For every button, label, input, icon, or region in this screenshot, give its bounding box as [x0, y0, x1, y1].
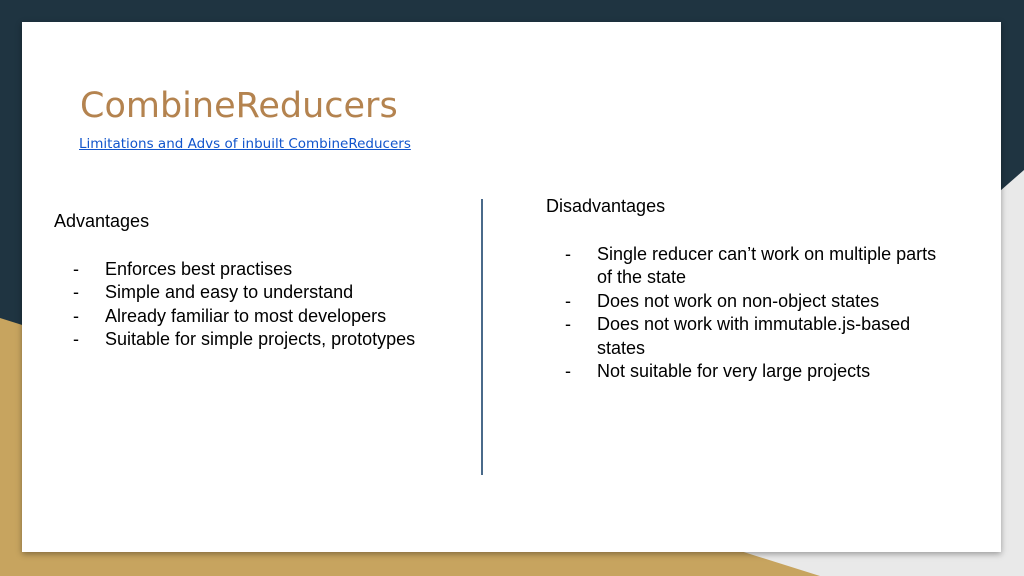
bullet-dash: - [73, 282, 79, 302]
list-item-text: Enforces best practises [105, 258, 293, 279]
bullet-dash: - [565, 314, 571, 334]
list-item [546, 360, 956, 384]
list-item-text: Not suitable for very large projects [597, 361, 871, 381]
bullet-dash: - [565, 290, 571, 311]
list-item [546, 243, 956, 290]
disadvantages-section [546, 195, 956, 384]
advantages-list [54, 258, 474, 352]
list-item [546, 313, 956, 360]
list-item [54, 305, 474, 329]
advantages-section [54, 210, 474, 352]
column-divider [481, 199, 483, 475]
bullet-dash: - [73, 329, 79, 349]
bullet-dash: - [565, 361, 571, 381]
list-item-text: Does not work with immutable.js-based states [597, 314, 911, 358]
disadvantages-heading: Disadvantages [546, 196, 666, 216]
list-item [54, 281, 474, 305]
subtitle-link[interactable]: Limitations and Advs of inbuilt CombineReducers [79, 136, 411, 152]
list-item-text: Suitable for simple projects, prototypes [105, 329, 416, 349]
list-item [54, 328, 474, 352]
bullet-dash: - [73, 258, 79, 279]
list-item [54, 258, 474, 282]
disadvantages-list [546, 243, 956, 384]
bullet-dash: - [565, 243, 571, 264]
list-item-text: Single reducer can’t work on multiple parts of the state [597, 243, 937, 287]
bullet-dash: - [73, 305, 79, 326]
list-item-text: Simple and easy to understand [105, 282, 354, 302]
list-item-text: Already familiar to most developers [105, 305, 387, 326]
list-item-text: Does not work on non-object states [597, 290, 880, 311]
list-item [546, 290, 956, 314]
slide-title: CombineReducers [80, 86, 398, 126]
advantages-heading: Advantages [54, 211, 150, 231]
